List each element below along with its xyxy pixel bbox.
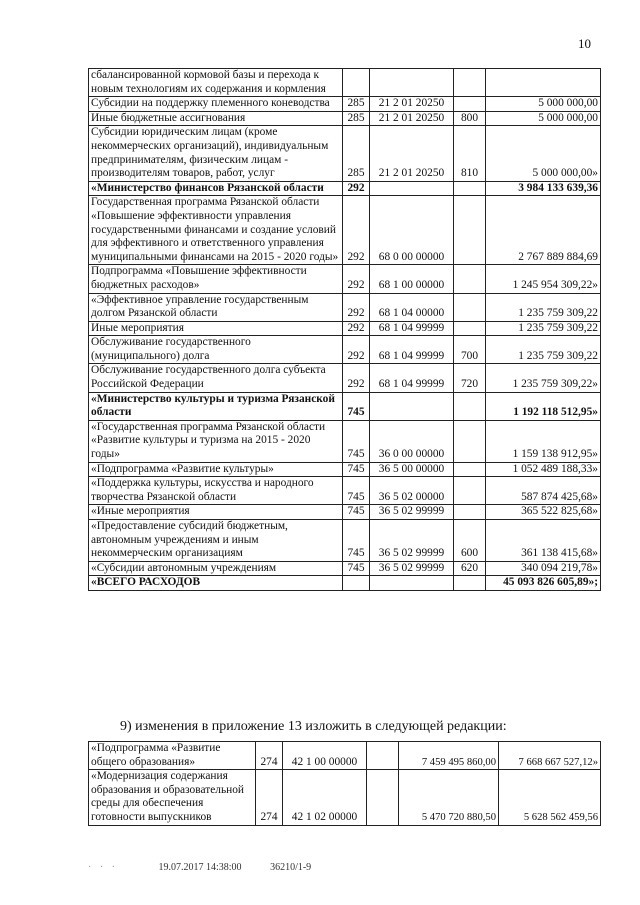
target-article-code [370, 69, 454, 97]
table-row [89, 97, 601, 112]
table-row [89, 576, 601, 591]
row-name: сбалансированной кормовой базы и перехода к новым технологиям их содержания и кормления [89, 69, 343, 97]
target-article-code: 36 5 02 99999 [370, 561, 454, 576]
target-article-code [370, 392, 454, 420]
ministry-code: 745 [343, 477, 370, 505]
table-row [89, 520, 601, 562]
ministry-code: 292 [343, 265, 370, 293]
row-name: «ВСЕГО РАСХОДОВ [89, 576, 343, 591]
ministry-code: 274 [256, 742, 283, 770]
ministry-code [343, 576, 370, 591]
amount: 1 245 954 309,22» [486, 265, 601, 293]
target-article-code: 36 5 00 00000 [370, 462, 454, 477]
row-name: Иные бюджетные ассигнования [89, 111, 343, 126]
row-name: Иные мероприятия [89, 321, 343, 336]
target-article-code: 36 5 02 00000 [370, 477, 454, 505]
row-name: Обслуживание государственного долга субъекта Российской Федерации [89, 364, 343, 392]
row-name: «Подпрограмма «Развитие культуры» [89, 462, 343, 477]
table-row [89, 561, 601, 576]
expense-type-code [454, 265, 486, 293]
amount: 2 767 889 884,69 [486, 196, 601, 265]
amount-second-year: 5 628 562 459,56 [499, 770, 601, 825]
amount-second-year: 7 668 667 527,12» [499, 742, 601, 770]
table-row [89, 293, 601, 321]
target-article-code: 42 1 02 00000 [283, 770, 367, 825]
table-row [89, 181, 601, 196]
ministry-code: 745 [343, 462, 370, 477]
expense-type-code [454, 181, 486, 196]
table-row [89, 336, 601, 364]
target-article-code: 68 0 00 00000 [370, 196, 454, 265]
row-name: «Поддержка культуры, искусства и народного творчества Рязанской области [89, 477, 343, 505]
row-name: «Министерство финансов Рязанской области [89, 181, 343, 196]
target-article-code: 36 0 00 00000 [370, 420, 454, 462]
ministry-code: 745 [343, 520, 370, 562]
table-row [89, 420, 601, 462]
expense-type-code [367, 742, 399, 770]
amount: 5 000 000,00» [486, 126, 601, 181]
ministry-code: 745 [343, 392, 370, 420]
expense-type-code [454, 196, 486, 265]
target-article-code: 68 1 00 00000 [370, 265, 454, 293]
amount: 587 874 425,68» [486, 477, 601, 505]
expense-type-code: 600 [454, 520, 486, 562]
ministry-code: 745 [343, 561, 370, 576]
row-name: «Иные мероприятия [89, 505, 343, 520]
row-name: Субсидии юридическим лицам (кроме некоммерческих организаций), индивидуальным предпринимателям, физическим лицам - производителям товаров, работ, услуг [89, 126, 343, 181]
amount: 1 192 118 512,95» [486, 392, 601, 420]
row-name: «Предоставление субсидий бюджетным, автономным учреждениям и иным некоммерческим организациям [89, 520, 343, 562]
expense-type-code [454, 576, 486, 591]
table-row [89, 742, 601, 770]
target-article-code: 36 5 02 99999 [370, 520, 454, 562]
table-row [89, 321, 601, 336]
row-name: «Эффективное управление государственным долгом Рязанской области [89, 293, 343, 321]
page-number: 10 [578, 36, 591, 51]
amount: 365 522 825,68» [486, 505, 601, 520]
footer-timestamp: 19.07.2017 14:38:00 [158, 862, 242, 873]
amount: 1 052 489 188,33» [486, 462, 601, 477]
target-article-code: 36 5 02 99999 [370, 505, 454, 520]
row-name: «Подпрограмма «Развитие общего образования» [89, 742, 256, 770]
ministry-code: 292 [343, 336, 370, 364]
table-row [89, 111, 601, 126]
ministry-code: 292 [343, 181, 370, 196]
table-row [89, 505, 601, 520]
expense-type-code [454, 392, 486, 420]
row-name: Подпрограмма «Повышение эффективности бюджетных расходов» [89, 265, 343, 293]
amount: 3 984 133 639,36 [486, 181, 601, 196]
table-row [89, 196, 601, 265]
target-article-code: 21 2 01 20250 [370, 97, 454, 112]
ministry-code: 292 [343, 196, 370, 265]
expense-type-code [454, 321, 486, 336]
amount [486, 69, 601, 97]
amount-first-year: 5 470 720 880,50 [399, 770, 499, 825]
ministry-code: 274 [256, 770, 283, 825]
target-article-code: 21 2 01 20250 [370, 126, 454, 181]
expense-type-code: 620 [454, 561, 486, 576]
amount-first-year: 7 459 495 860,00 [399, 742, 499, 770]
amount: 1 235 759 309,22 [486, 321, 601, 336]
target-article-code: 68 1 04 99999 [370, 364, 454, 392]
expense-type-code: 700 [454, 336, 486, 364]
amount: 361 138 415,68» [486, 520, 601, 562]
table-row [89, 392, 601, 420]
expense-type-code [454, 293, 486, 321]
row-name: «Государственная программа Рязанской области «Развитие культуры и туризма на 2015 - 2020 годы» [89, 420, 343, 462]
ministry-code: 745 [343, 420, 370, 462]
amount: 1 235 759 309,22» [486, 364, 601, 392]
target-article-code: 42 1 00 00000 [283, 742, 367, 770]
budget-table [88, 68, 601, 591]
expense-type-code [367, 770, 399, 825]
expense-type-code [454, 420, 486, 462]
row-name: «Министерство культуры и туризма Рязанской области [89, 392, 343, 420]
table-row [89, 477, 601, 505]
table-row [89, 462, 601, 477]
target-article-code: 21 2 01 20250 [370, 111, 454, 126]
expense-type-code [454, 462, 486, 477]
table-row [89, 770, 601, 825]
expense-type-code [454, 97, 486, 112]
expense-type-code: 810 [454, 126, 486, 181]
ministry-code: 285 [343, 126, 370, 181]
appendix-intro: 9) изменения в приложение 13 изложить в следующей редакции: [120, 719, 507, 734]
ministry-code: 285 [343, 97, 370, 112]
expense-type-code [454, 505, 486, 520]
footer-doc-id: 36210/1-9 [270, 862, 312, 873]
amount: 340 094 219,78» [486, 561, 601, 576]
expense-type-code: 720 [454, 364, 486, 392]
amount: 1 235 759 309,22 [486, 336, 601, 364]
ministry-code: 285 [343, 111, 370, 126]
ministry-code [343, 69, 370, 97]
expense-type-code [454, 69, 486, 97]
row-name: Государственная программа Рязанской области «Повышение эффективности управления государственными финансами и создание условий для эффективного и ответственного управления муниципальными финансами на 2015 - 2020 годы» [89, 196, 343, 265]
target-article-code: 68 1 04 99999 [370, 336, 454, 364]
row-name: «Модернизация содержания образования и образовательной среды для обеспечения готовности выпускников [89, 770, 256, 825]
appendix-table [88, 741, 601, 826]
table-row [89, 69, 601, 97]
amount: 1 235 759 309,22 [486, 293, 601, 321]
amount: 1 159 138 912,95» [486, 420, 601, 462]
table-row [89, 265, 601, 293]
target-article-code: 68 1 04 00000 [370, 293, 454, 321]
footer-marks: · · · [88, 862, 118, 873]
row-name: «Субсидии автономным учреждениям [89, 561, 343, 576]
amount: 5 000 000,00 [486, 111, 601, 126]
page-footer [88, 862, 337, 873]
target-article-code [370, 181, 454, 196]
expense-type-code: 800 [454, 111, 486, 126]
table-row [89, 364, 601, 392]
target-article-code [370, 576, 454, 591]
row-name: Субсидии на поддержку племенного коневодства [89, 97, 343, 112]
ministry-code: 292 [343, 364, 370, 392]
ministry-code: 292 [343, 293, 370, 321]
expense-type-code [454, 477, 486, 505]
amount: 5 000 000,00 [486, 97, 601, 112]
ministry-code: 292 [343, 321, 370, 336]
ministry-code: 745 [343, 505, 370, 520]
table-row [89, 126, 601, 181]
target-article-code: 68 1 04 99999 [370, 321, 454, 336]
row-name: Обслуживание государственного (муниципального) долга [89, 336, 343, 364]
amount: 45 093 826 605,89»; [486, 576, 601, 591]
